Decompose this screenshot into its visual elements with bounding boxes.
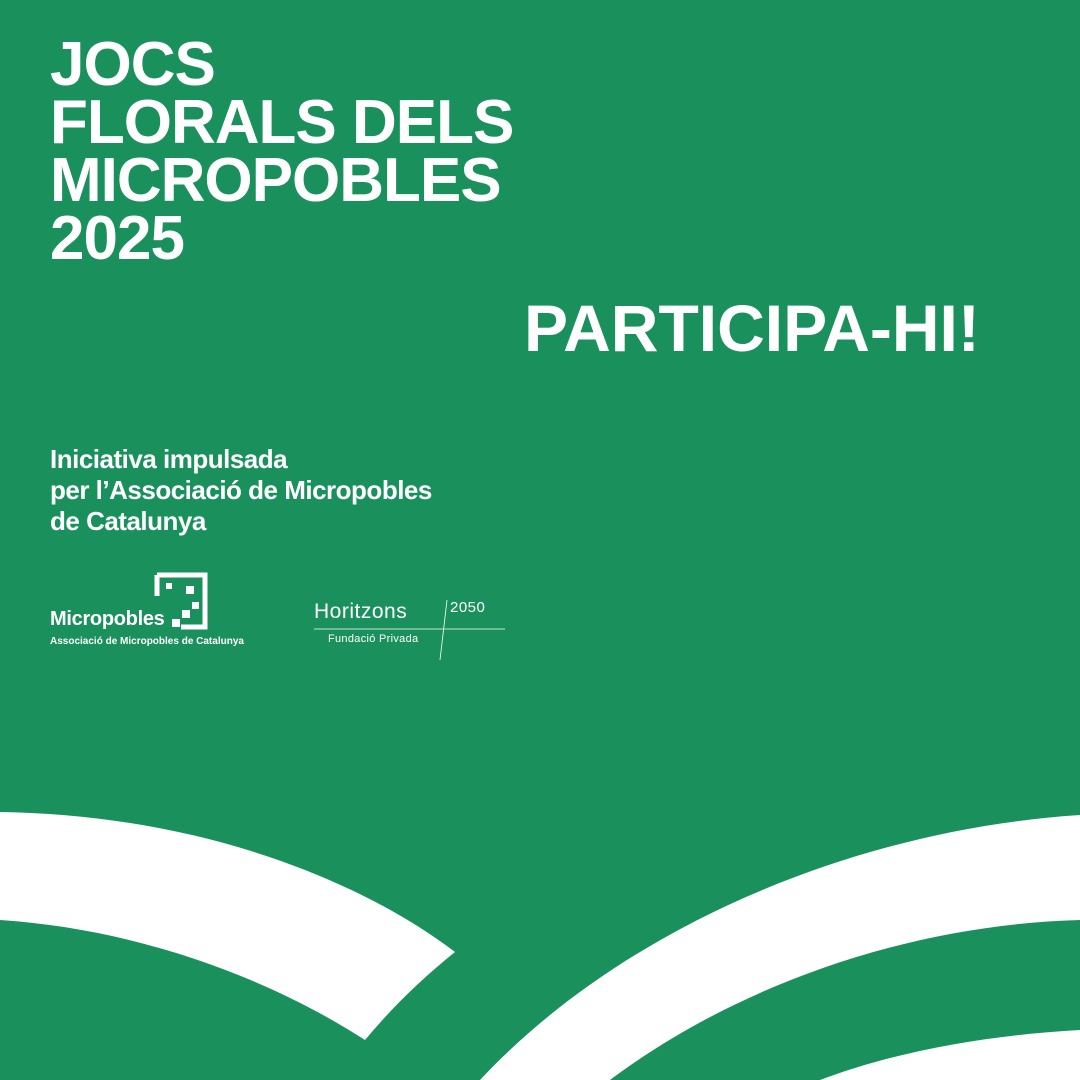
horitzons-subtitle: Fundació Privada [328,633,419,645]
micropobles-subtitle: Associació de Micropobles de Catalunya [50,636,244,647]
title-line: FLORALS DELS [50,88,514,157]
initiative-line: de Catalunya [50,506,206,536]
horitzons-year: 2050 [450,599,486,616]
call-to-action: PARTICIPA-HI! [524,291,980,365]
horitzons-name: Horitzons [314,600,408,623]
title-line: JOCS [50,30,215,99]
title-line: 2025 [50,204,184,273]
right-arc-lower [820,1030,1080,1080]
initiative-line: per l’Associació de Micropobles [50,475,432,505]
title-line: MICROPOBLES [50,146,501,215]
micropobles-name: Micropobles [50,608,165,630]
left-arc-outer [0,812,455,1040]
initiative-line: Iniciativa impulsada [50,444,288,474]
